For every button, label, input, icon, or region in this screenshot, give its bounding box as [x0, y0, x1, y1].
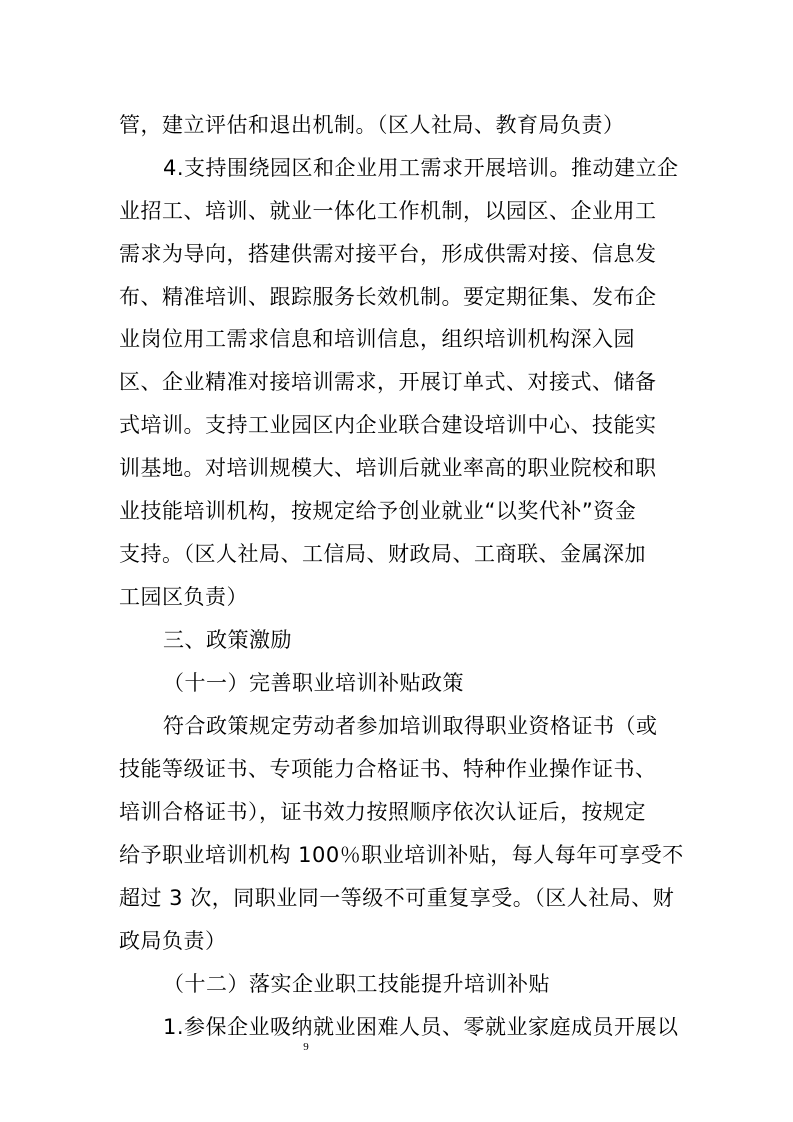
text-line: 业岗位用工需求信息和培训信息，组织培训机构深入园: [119, 327, 635, 351]
text-line: 需求为导向，搭建供需对接平台，形成供需对接、信息发: [119, 242, 657, 266]
text-line: 业技能培训机构，按规定给予创业就业“以奖代补”资金: [119, 499, 637, 523]
text-line: 4.支持围绕园区和企业用工需求开展培训。推动建立企: [163, 156, 679, 180]
text-line: 技能等级证书、专项能力合格证书、特种作业操作证书、: [119, 757, 657, 781]
text-line: 1.参保企业吸纳就业困难人员、零就业家庭成员开展以: [163, 1015, 679, 1039]
text-line: 政局负责）: [119, 929, 227, 953]
text-line: 训基地。对培训规模大、培训后就业率高的职业院校和职: [119, 456, 657, 480]
text-line: 给予职业培训机构 100％职业培训补贴，每人每年可享受不: [119, 843, 684, 867]
text-line: 布、精准培训、跟踪服务长效机制。要定期征集、发布企: [119, 285, 657, 309]
text-line: 式培训。支持工业园区内企业联合建设培训中心、技能实: [119, 413, 657, 437]
subsection-heading: （十二）落实企业职工技能提升培训补贴: [163, 972, 550, 996]
text-line: 符合政策规定劳动者参加培训取得职业资格证书（或: [163, 714, 658, 738]
text-line: 工园区负责）: [119, 585, 248, 609]
subsection-heading: （十一）完善职业培训补贴政策: [163, 671, 464, 695]
text-line: 超过 3 次，同职业同一等级不可重复享受。（区人社局、财: [119, 886, 675, 910]
text-line: 培训合格证书），证书效力按照顺序依次认证后，按规定: [119, 800, 646, 824]
section-heading: 三、政策激励: [163, 628, 292, 652]
text-line: 管，建立评估和退出机制。（区人社局、教育局负责）: [119, 113, 625, 137]
text-line: 区、企业精准对接培训需求，开展订单式、对接式、储备: [119, 370, 657, 394]
page-number: 9: [303, 1041, 309, 1053]
text-line: 支持。（区人社局、工信局、财政局、工商联、金属深加: [119, 542, 646, 566]
text-line: 业招工、培训、就业一体化工作机制，以园区、企业用工: [119, 199, 657, 223]
